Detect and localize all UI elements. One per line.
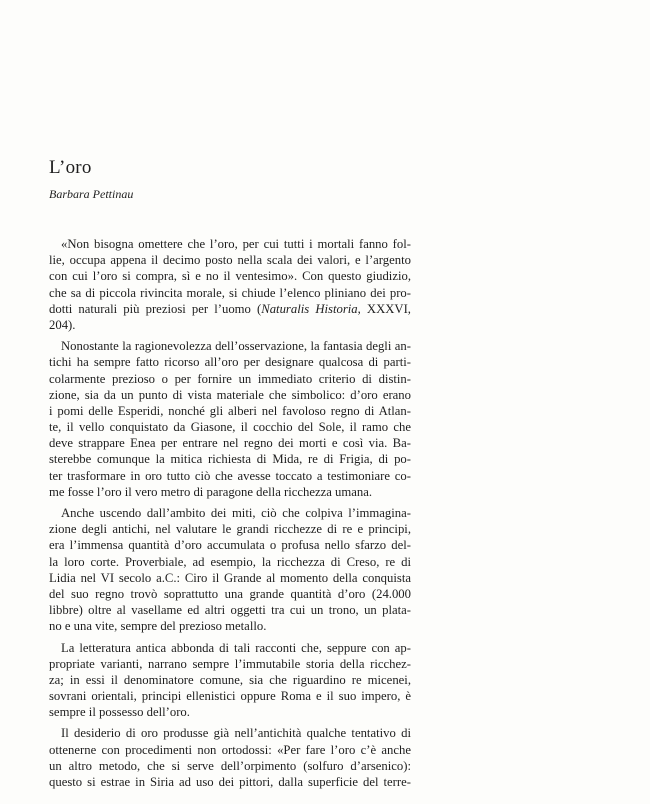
text-line: te, il vello conquistato da Giasone, il cocchio del Sole, il ramo che	[49, 420, 411, 435]
text-line: Nonostante la ragionevolezza dell’osservazione, la fantasia degli an-	[61, 339, 411, 354]
text-line: propriate varianti, narrano sempre l’immutabile storia della ricchez-	[49, 656, 411, 671]
text-line: colarmente prezioso o per fornire un immediato criterio di distin-	[49, 371, 411, 386]
text-line: Il desiderio di oro produsse già nell’antichità qualche tentativo di	[61, 726, 411, 741]
text-line: zione degli antichi, nel valutare le grandi ricchezze di re e principi,	[49, 522, 411, 537]
paragraph	[49, 505, 411, 635]
paragraph	[49, 640, 411, 721]
paragraph	[49, 338, 411, 500]
text-line: tichi ha sempre fatto ricorso all’oro per designare qualcosa di parti-	[49, 355, 411, 370]
text-line: Lidia nel VI secolo a.C.: Ciro il Grande al momento della conquista	[49, 570, 411, 585]
text-line: deve strappare Enea per entrare nel regno dei morti e così via. Ba-	[49, 436, 411, 451]
text-line: ottenerne con procedimenti non ortodossi: «Per fare l’oro c’è anche	[49, 742, 411, 757]
text-line: zione, sia da un punto di vista materiale che simbolico: d’oro erano	[49, 387, 411, 402]
text-line: Anche uscendo dall’ambito dei miti, ciò che colpiva l’immagina-	[61, 506, 411, 520]
text-line: ter trasformare in oro tutto ciò che avesse toccato a testimoniare co-	[49, 468, 411, 483]
text-line: 204).	[49, 317, 76, 332]
article-body	[49, 236, 411, 790]
text-line: lie, occupa appena il decimo posto nella scala dei valori, e l’argento	[49, 253, 411, 268]
text-line: sempre il possesso dell’oro.	[49, 705, 190, 720]
text-line: i pomi delle Esperidi, nonché gli alberi nel favoloso regno di Atlan-	[49, 403, 411, 418]
text-line: «Non bisogna omettere che l’oro, per cui tutti i mortali fanno fol-	[61, 237, 411, 251]
text-line: che sa di piccola rivincita morale, si chiude l’elenco pliniano dei pro-	[49, 285, 411, 300]
text-line	[49, 301, 411, 317]
text-line: no e una vite, sempre del prezioso metallo.	[49, 619, 267, 634]
text-line: sovrani orientali, principi ellenistici oppure Roma e il suo impero, è	[49, 689, 411, 704]
citation-title: Naturalis Historia	[261, 301, 358, 316]
text-line: libbre) oltre al vasellame ed altri oggetti tra cui un trono, un plata-	[49, 603, 411, 618]
paragraph	[49, 236, 411, 333]
text-line: La letteratura antica abbonda di tali racconti che, seppure con ap-	[61, 640, 411, 655]
text-line: un altro metodo, che si serve dell’orpimento (solfuro d’arsenico):	[49, 758, 411, 773]
text-line: sterebbe comunque la mitica richiesta di Mida, re di Frigia, di po-	[49, 452, 411, 467]
text-run: dotti naturali più preziosi per l’uomo (	[49, 301, 262, 316]
citation-ref: , XXXVI,	[357, 301, 411, 316]
text-line: con cui l’oro si compra, sì e no il ventesimo». Con questo giudizio,	[49, 269, 411, 284]
text-line: me fosse l’oro il vero metro di paragone della ricchezza umana.	[49, 484, 373, 499]
text-line: questo si estrae in Siria ad uso dei pittori, dalla superficie del terre-	[49, 775, 411, 789]
text-line: era l’immensa quantità d’oro accumulata o profusa nello sfarzo del-	[49, 538, 411, 553]
text-line: la loro corte. Proverbiale, ad esempio, la ricchezza di Creso, re di	[49, 554, 411, 569]
paragraph	[49, 725, 411, 790]
author-name: Barbara Pettinau	[49, 187, 134, 201]
text-line: za; in essi il denominatore comune, sia che riguardino re micenei,	[49, 672, 411, 687]
text-line: del suo regno trovò soprattutto una grande quantità d’oro (24.000	[49, 586, 411, 601]
chapter-title: L’oro	[49, 157, 92, 178]
